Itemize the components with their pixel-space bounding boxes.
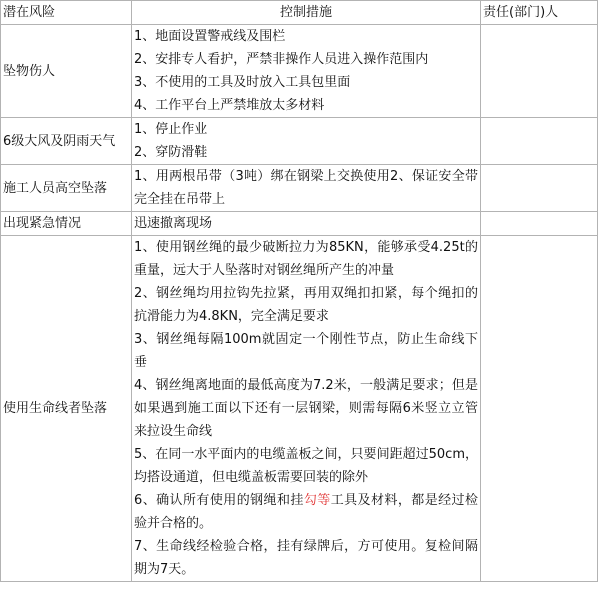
table-row bbox=[1, 25, 598, 118]
measure-cell bbox=[132, 25, 481, 118]
risk-cell: 施工人员高空坠落 bbox=[1, 165, 132, 212]
measure-paragraph: 2、钢丝绳均用拉钩先拉紧，再用双绳扣扣紧，每个绳扣的抗滑能力为4.8KN，完全满足要求 bbox=[134, 286, 478, 324]
measure-paragraph: 1、使用钢丝绳的最少破断拉力为85KN，能够承受4.25t的重量，远大于人坠落时对钢丝绳所产生的冲量 bbox=[134, 240, 478, 278]
measure-line: 2、穿防滑鞋 bbox=[134, 145, 208, 160]
risk-cell: 出现紧急情况 bbox=[1, 212, 132, 236]
table-header-row bbox=[1, 1, 598, 25]
table-row bbox=[1, 165, 598, 212]
header-potential-risk: 潜在风险 bbox=[1, 1, 132, 25]
measure-text: 工具及材料，都是经过检验并合格的。 bbox=[134, 493, 478, 531]
measure-paragraph: 7、生命线经检验合格，挂有绿牌后，方可使用。复检间隔期为7天。 bbox=[134, 539, 478, 577]
responsible-cell bbox=[481, 165, 598, 212]
measure-cell bbox=[132, 118, 481, 165]
measure-line: 3、不使用的工具及时放入工具包里面 bbox=[134, 75, 351, 90]
measure-line: 1、地面设置警戒线及围栏 bbox=[134, 29, 286, 44]
measure-text: 6、确认所有使用的钢绳和挂 bbox=[134, 493, 304, 508]
highlighted-text: 勾等 bbox=[303, 493, 331, 508]
responsible-cell bbox=[481, 236, 598, 582]
table-row bbox=[1, 236, 598, 582]
table-row bbox=[1, 212, 598, 236]
risk-cell: 6级大风及阴雨天气 bbox=[1, 118, 132, 165]
measure-paragraph-6 bbox=[134, 489, 478, 535]
measure-paragraph: 1、用两根吊带（3吨）绑在钢梁上交换使用2、保证安全带完全挂在吊带上 bbox=[134, 169, 478, 207]
measure-paragraph: 4、钢丝绳离地面的最低高度为7.2米，一般满足要求；但是如果遇到施工面以下还有一层钢梁，则需每隔6米竖立立管来拉设生命线 bbox=[134, 378, 478, 439]
measure-paragraph: 5、在同一水平面内的电缆盖板之间，只要间距超过50cm，均搭设通道，但电缆盖板需要回装的除外 bbox=[134, 447, 478, 485]
header-control-measures: 控制措施 bbox=[132, 1, 481, 25]
risk-cell: 使用生命线者坠落 bbox=[1, 236, 132, 582]
responsible-cell bbox=[481, 118, 598, 165]
measure-line: 2、安排专人看护，严禁非操作人员进入操作范围内 bbox=[134, 52, 429, 67]
measure-cell bbox=[132, 212, 481, 236]
responsible-cell bbox=[481, 212, 598, 236]
risk-cell: 坠物伤人 bbox=[1, 25, 132, 118]
responsible-cell bbox=[481, 25, 598, 118]
table-row bbox=[1, 118, 598, 165]
header-responsible-party: 责任(部门)人 bbox=[481, 1, 598, 25]
measure-cell bbox=[132, 165, 481, 212]
measure-cell bbox=[132, 236, 481, 582]
measure-line: 1、停止作业 bbox=[134, 122, 208, 137]
measure-line: 迅速撤离现场 bbox=[134, 216, 213, 231]
measure-paragraph: 3、钢丝绳每隔100m就固定一个刚性节点，防止生命线下垂 bbox=[134, 332, 478, 370]
measure-line: 4、工作平台上严禁堆放太多材料 bbox=[134, 98, 325, 113]
